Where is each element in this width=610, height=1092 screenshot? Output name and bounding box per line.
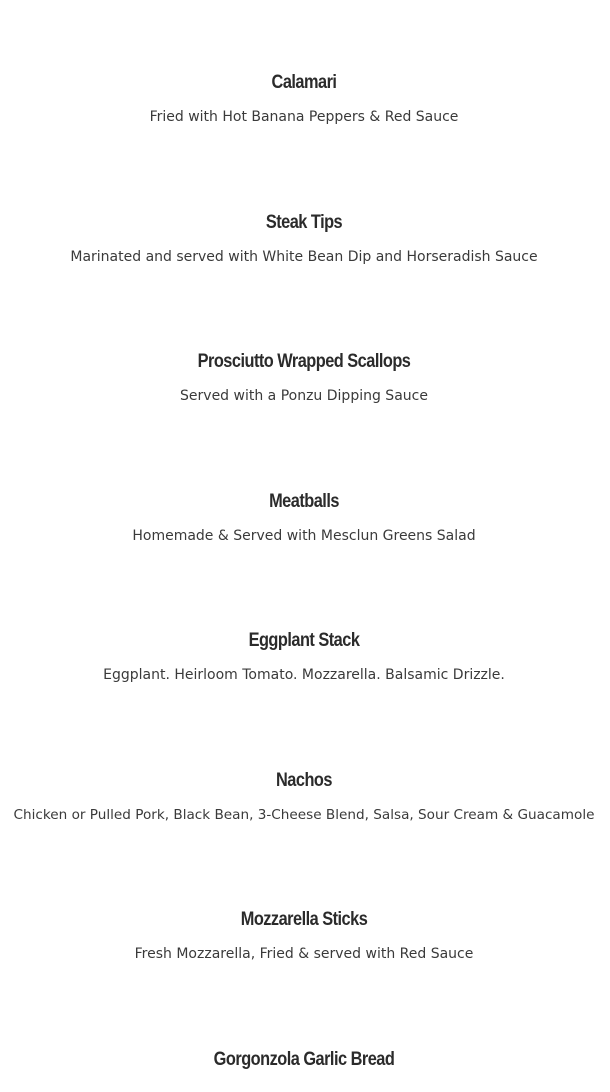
menu-item-mozzarella-sticks [0,908,608,963]
menu-item-description: Fried with Hot Banana Peppers & Red Sauce [149,109,459,125]
menu-item-eggplant-stack [0,629,608,684]
menu-item-steak-tips [0,211,608,266]
menu-item-calamari [0,71,608,126]
menu-item-meatballs [0,490,608,545]
menu-item-name: Steak Tips [265,212,343,233]
menu-item-name: Eggplant Stack [248,630,360,651]
menu-item-description: Served with a Ponzu Dipping Sauce [180,388,428,404]
menu-item-name: Calamari [271,72,337,93]
menu-item-name: Meatballs [269,491,339,512]
menu-item-description: Homemade & Served with Mesclun Greens Salad [132,528,476,544]
menu-item-name: Prosciutto Wrapped Scallops [197,351,411,372]
menu-item-prosciutto-wrapped-scallops [0,350,608,405]
menu-item-name: Nachos [276,770,332,791]
menu-item-description: Marinated and served with White Bean Dip and Horseradish Sauce [70,249,538,265]
menu-item-description: Eggplant. Heirloom Tomato. Mozzarella. Balsamic Drizzle. [103,667,505,683]
menu-item-nachos [0,769,608,824]
menu-item-name: Mozzarella Sticks [240,909,368,930]
menu-item-description: Chicken or Pulled Pork, Black Bean, 3-Cheese Blend, Salsa, Sour Cream & Guacamole [13,807,595,823]
menu-item-name: Gorgonzola Garlic Bread [213,1049,395,1070]
menu-item-description: Fresh Mozzarella, Fried & served with Red Sauce [134,946,474,962]
menu-item-gorgonzola-garlic-bread [0,1048,608,1085]
